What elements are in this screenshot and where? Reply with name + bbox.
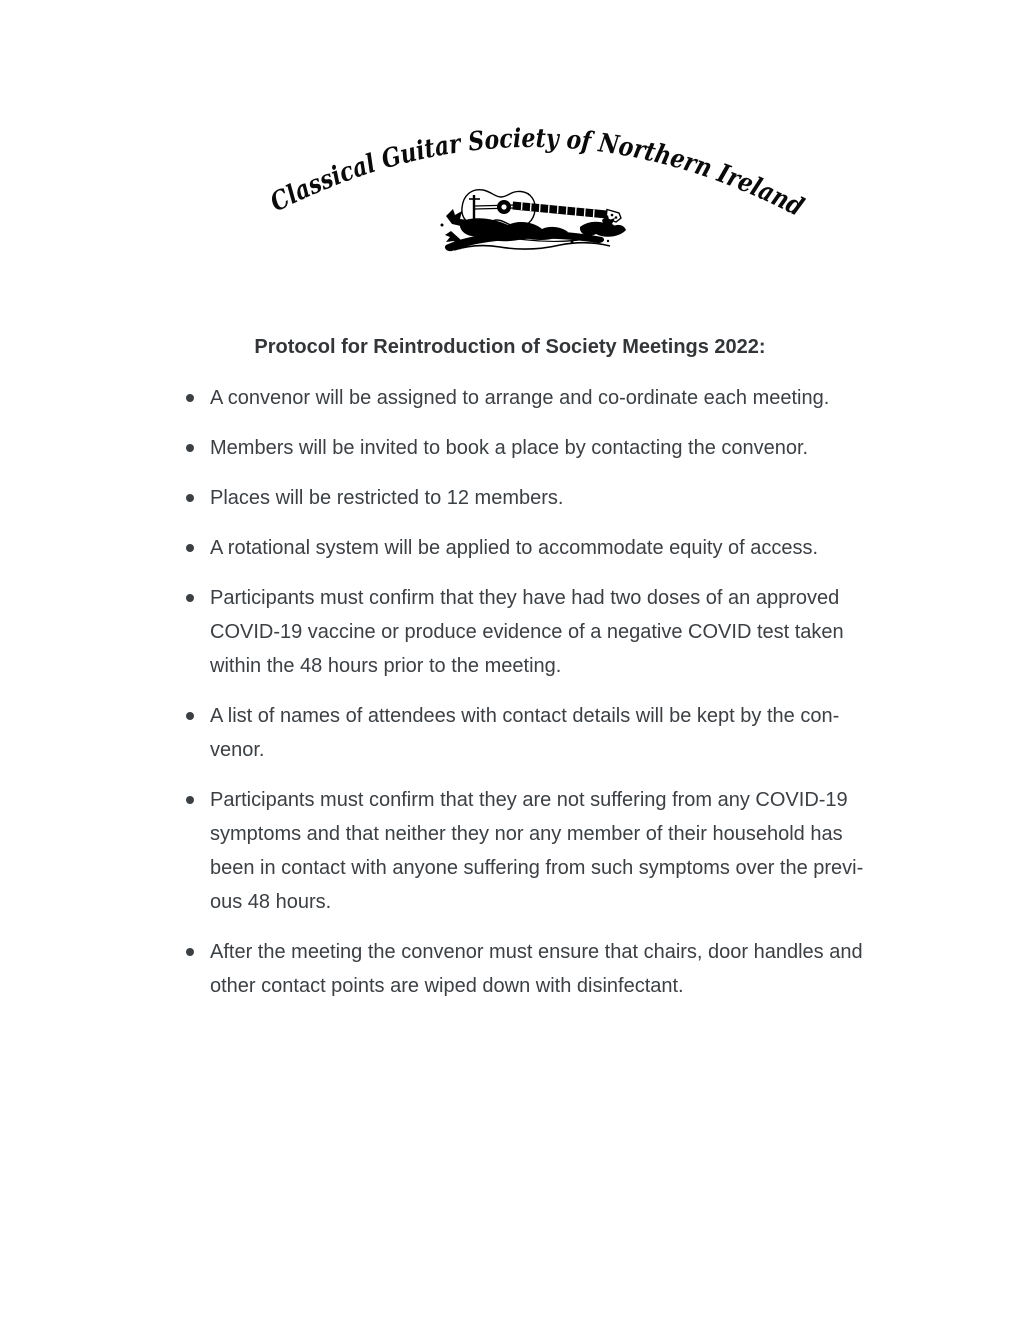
- protocol-list: [185, 381, 915, 1019]
- protocol-bullet-item: [185, 531, 915, 565]
- bullet-marker: [186, 948, 194, 956]
- bullet-line: A convenor will be assigned to arrange and co-ordinate each meeting.: [210, 387, 830, 409]
- bullet-marker: [186, 796, 194, 804]
- bullet-line: ous 48 hours.: [210, 891, 332, 913]
- protocol-bullet-item: [185, 699, 915, 767]
- bullet-line: within the 48 hours prior to the meeting.: [210, 655, 562, 677]
- protocol-bullet-item: [185, 935, 915, 1003]
- protocol-bullet-item: [185, 381, 915, 415]
- bullet-line: Places will be restricted to 12 members.: [210, 487, 564, 509]
- protocol-bullet-item: [185, 431, 915, 465]
- protocol-bullet-item: [185, 581, 915, 683]
- bullet-line: COVID-19 vaccine or produce evidence of a negative COVID test taken: [210, 621, 844, 643]
- bullet-line: Members will be invited to book a place by contacting the convenor.: [210, 437, 809, 459]
- protocol-bullet-item: [185, 481, 915, 515]
- bullet-line: A list of names of attendees with contact details will be kept by the con-: [210, 705, 840, 727]
- logo-arc-text: Classical Guitar Society of Northern Ireland: [265, 123, 811, 225]
- bullet-line: venor.: [210, 739, 265, 761]
- bullet-marker: [186, 594, 194, 602]
- bullet-line: After the meeting the convenor must ensure that chairs, door handles and: [210, 941, 863, 963]
- bullet-line: Participants must confirm that they are not suffering from any COVID-19: [210, 789, 848, 811]
- bullet-marker: [186, 494, 194, 502]
- bullet-marker: [186, 712, 194, 720]
- bullet-line: A rotational system will be applied to accommodate equity of access.: [210, 537, 819, 559]
- society-logo: [250, 60, 820, 260]
- protocol-bullet-item: [185, 783, 915, 919]
- guitar-illustration-icon: [441, 190, 627, 251]
- bullet-line: symptoms and that neither they nor any member of their household has: [210, 823, 843, 845]
- document-title: Protocol for Reintroduction of Society Meetings 2022:: [254, 336, 766, 358]
- bullet-line: Participants must confirm that they have had two doses of an approved: [210, 587, 840, 609]
- bullet-line: other contact points are wiped down with disinfectant.: [210, 975, 684, 997]
- bullet-marker: [186, 394, 194, 402]
- bullet-line: been in contact with anyone suffering from such symptoms over the previ-: [210, 857, 864, 879]
- bullet-marker: [186, 444, 194, 452]
- bullet-marker: [186, 544, 194, 552]
